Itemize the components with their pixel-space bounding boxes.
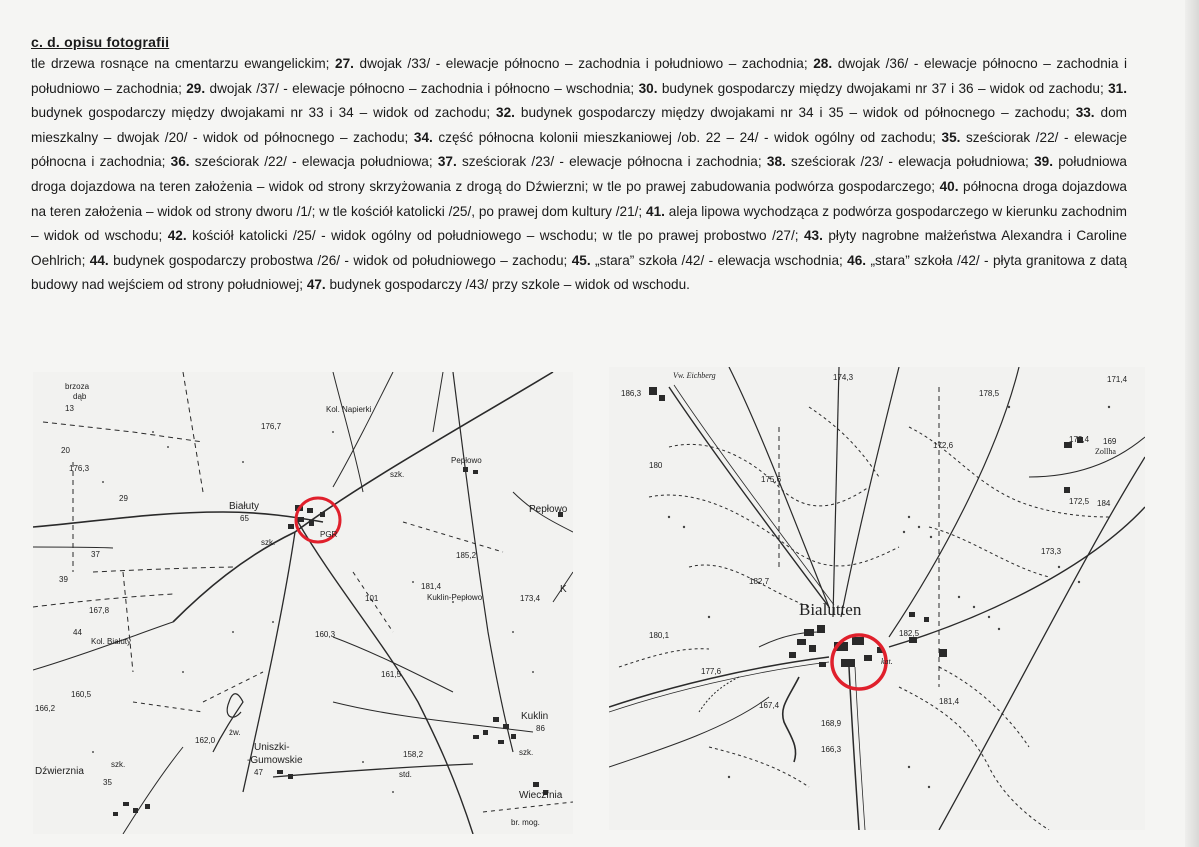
map-label: Białuty [229,501,260,512]
map-label: Kuklin-Pepłowo [427,593,483,602]
photo-description-text: budynek gospodarczy między dwojakami nr 37 i 36 – widok od zachodu; [657,80,1109,96]
photo-number: 42. [167,228,187,244]
map-label: Vw. Eichberg [673,371,716,380]
map-label: 167,8 [89,606,110,615]
photo-description-text: budynek gospodarczy między dwojakami nr 34 i 35 – widok od północnego – zachodu; [514,105,1076,121]
map-label: 47 [254,768,263,777]
map-label: 186,3 [621,389,642,398]
photo-description-text: budynek gospodarczy probostwa /26/ - widok od południowego – zachodu; [108,252,572,268]
map-label: 44 [73,628,82,637]
photo-description-text: dwojak /36/ - elewacje północno – zachodnia i południowo – zachodnia; [31,56,1128,96]
photo-number: 38. [766,154,786,170]
map-label: 162,0 [195,736,216,745]
photo-description-text: aleja lipowa wychodząca z podwórza gospodarczego w kierunku zachodnim – widok od wschodu; [31,203,1127,244]
photo-number: 41. [646,203,665,219]
map-label: kat. [881,657,893,666]
photo-number: 40. [939,178,959,194]
page-heading: c. d. opisu fotografii [31,34,170,50]
map-label: 181,4 [939,697,960,706]
map-label: 160,3 [315,630,336,639]
map-label: Pepłowo [529,504,568,515]
photo-description-text: północna droga dojazdowa na teren założenia – widok od strony dworu /1/; w tle kościół katolicki /25/, po prawej dom kultury /21/; [31,178,1127,219]
map-label: 173,4 [520,594,541,603]
map-label: 178,5 [979,389,1000,398]
map-label: szk. [111,760,126,769]
map-label: 101 [365,594,379,603]
modern-topographic-map [33,372,573,834]
map-label: 39 [59,575,68,584]
page-edge-shadow [1185,0,1199,847]
map-label: 160,5 [71,690,92,699]
photo-description-text: budynek gospodarczy między dwojakami nr 33 i 34 – widok od zachodu; [31,105,497,121]
map-label: 172,6 [933,441,954,450]
map-label: szk. [261,538,276,547]
map-label: Bialutten [799,600,862,619]
map-label: brzoza [65,382,90,391]
photo-description-text: sześciorak /23/ - elewacje północna i zachodnia; [456,154,767,170]
photo-number: 45. [571,252,591,268]
photo-description-text: budynek gospodarczy /43/ przy szkole – widok od wschodu. [325,277,690,293]
photo-number: 35. [941,129,961,145]
map-label: 177,6 [701,667,722,676]
map-label: 172,5 [1069,497,1090,506]
map-label: 172,4 [1069,435,1090,444]
map-label: 174,3 [833,373,854,382]
map-label: 173,3 [1041,547,1062,556]
map-label: Zollha [1095,447,1116,456]
map-label: Pepłowo [451,456,482,465]
map-label: żw. [229,728,241,737]
map-label: 180,1 [649,631,670,640]
photo-description-text: dwojak /37/ - elewacje północno – zachodnia i północno – wschodnia; [205,80,639,96]
photo-number: 28. [813,56,833,71]
photo-description-text: sześciorak /22/ - elewacja południowa; [189,154,438,170]
map-label: Uniszki- [254,742,290,753]
historical-map-drawing [609,367,1145,830]
historical-topographic-map [609,367,1145,830]
map-label: 65 [240,514,249,523]
map-label: 37 [91,550,100,559]
photo-description-text: tle drzewa rosnące na cmentarzu ewangelickim; [31,56,336,71]
photo-description-paragraph [31,52,1127,298]
photo-description-text: płyty nagrobne małżeństwa Alexandra i Caroline Oehlrich; [31,228,1127,268]
map-label: 13 [65,404,74,413]
photo-description-text: dom mieszkalny – dwojak /20/ - widok od północnego – zachodu; [31,105,1127,145]
map-label: std. [399,770,412,779]
photo-description-text: część północna kolonii mieszkaniowej /ob. 22 – 24/ - widok ogólny od zachodu; [432,129,942,145]
map-label: 35 [103,778,112,787]
map-label: 182,7 [749,577,770,586]
map-label: K [560,584,567,595]
map-label: 166,3 [821,745,842,754]
photo-number: 47. [306,277,326,293]
map-label: 185,2 [456,551,477,560]
photo-number: 36. [170,154,190,170]
map-label: 171,4 [1107,375,1128,384]
map-label: PGR [320,530,338,539]
photo-description-text: kościół katolicki /25/ - widok ogólny od południowego – wschodu; w tle po prawej probostwo /27/; [186,228,804,244]
map-label: 182,5 [899,629,920,638]
map-label: 168,9 [821,719,842,728]
map-label: Kol. Napierki [326,405,372,414]
map-label: 20 [61,446,70,455]
map-label: dąb [73,392,87,401]
photo-number: 37. [437,154,457,170]
photo-number: 29. [186,80,206,96]
photo-description-text: „stara” szkoła /42/ - elewacja wschodnia; [590,252,848,268]
map-label: -Gumowskie [247,755,303,766]
map-label: Wieczfnia [519,790,563,801]
photo-description-text: sześciorak /22/ - elewacje północna i zachodnia; [31,129,1128,170]
map-label: szk. [390,470,405,479]
map-label: 169 [1103,437,1117,446]
map-label: 29 [119,494,128,503]
map-label: Kuklin [521,711,549,722]
map-label: 180 [649,461,663,470]
map-label: 181,4 [421,582,442,591]
photo-number: 30. [638,80,658,96]
photo-number: 33. [1075,105,1095,121]
photo-description-text: dwojak /33/ - elewacje północno – zachodnia i południowo – zachodnia; [353,56,814,71]
photo-number: 43. [804,228,823,244]
map-label: 158,2 [403,750,424,759]
photo-number: 27. [335,56,354,71]
map-label: Dźwierznia [35,766,84,777]
photo-number: 39. [1034,154,1053,170]
map-label: szk. [519,748,534,757]
map-label: 166,2 [35,704,56,713]
photo-number: 32. [496,105,515,121]
map-label: 167,4 [759,701,780,710]
map-label: Kol. Białuty [91,637,132,646]
map-label: 161,5 [381,670,402,679]
map-label: 184 [1097,499,1111,508]
photo-number: 46. [847,252,867,268]
map-label: 176,3 [69,464,90,473]
photo-number: 31. [1108,80,1128,96]
photo-number: 34. [413,129,433,145]
map-label: 175,6 [761,475,782,484]
map-label: br. mog. [511,818,540,827]
photo-number: 44. [89,252,109,268]
map-label: 176,7 [261,422,282,431]
photo-description-text: „stara” szkoła /42/ - płyta granitowa z datą budowy nad wejściem od strony południowej; [31,252,1127,293]
photo-description-text: południowa droga dojazdowa na teren założenia – widok od strony skrzyżowania z drogą do Dźwierzni; w tle po prawej zabudowania podwórza gospodarczego; [31,154,1127,194]
photo-description-text: sześciorak /23/ - elewacja południowa; [785,154,1035,170]
map-label: 86 [536,724,545,733]
